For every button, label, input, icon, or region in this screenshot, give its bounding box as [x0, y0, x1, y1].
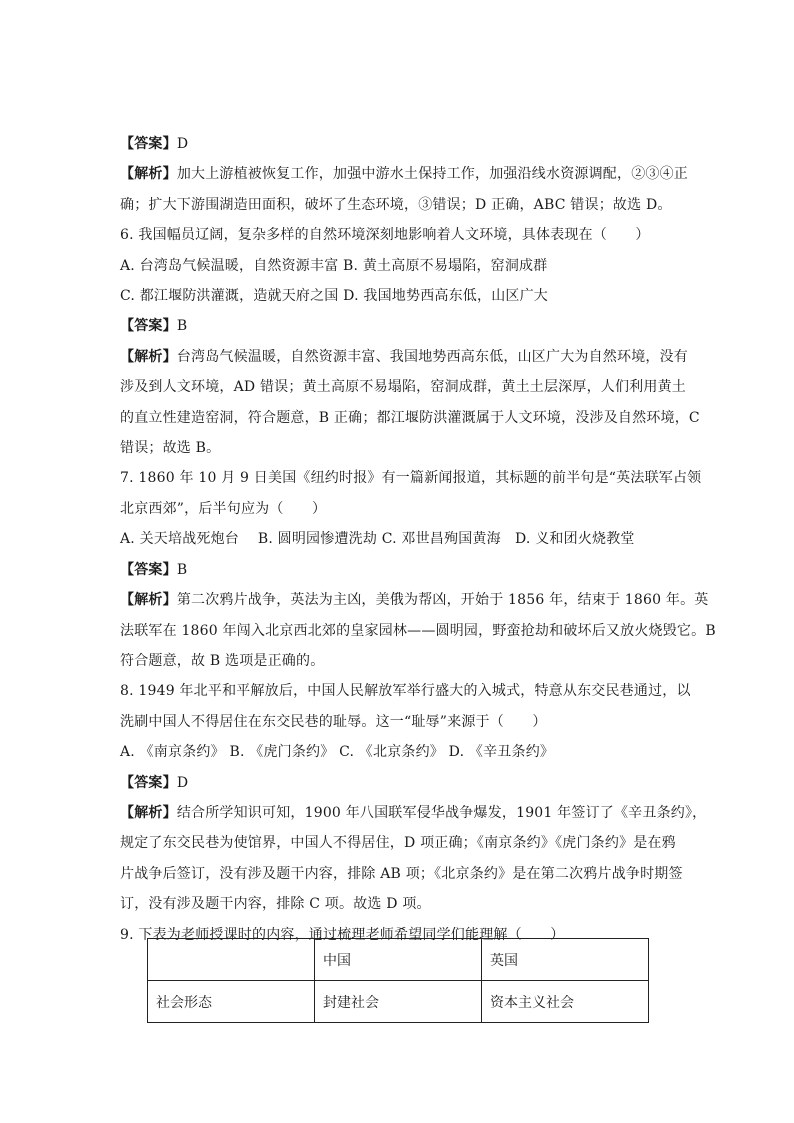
line-text: 法联军在 1860 年闯入北京西北郊的皇家园林——圆明园，野蛮抢劫和破坏后又放火烧毁它。B	[120, 622, 716, 639]
text-line	[120, 494, 680, 524]
line-text: 第二次鸦片战争，英法为主凶，美俄为帮凶，开始于 1856 年，结束于 1860 年。英	[176, 592, 709, 609]
text-line	[120, 433, 680, 463]
line-text: B	[176, 561, 188, 578]
line-text: 7. 1860 年 10 月 9 日美国《纽约时报》有一篇新闻报道，其标题的前半句是“英法联军占领	[120, 470, 702, 487]
analysis-tag: 【解析】	[120, 592, 177, 609]
answer-tag: 【答案】	[120, 136, 177, 152]
analysis-tag: 【解析】	[120, 804, 177, 821]
text-line	[120, 707, 680, 737]
table-row	[148, 939, 649, 981]
line-text: A. 关天培战死炮台 B. 圆明园惨遭洗劫 C. 邓世昌殉国黄海 D. 义和团火烧教堂	[120, 531, 635, 548]
answer-tag: 【答案】	[120, 561, 177, 578]
text-line	[120, 616, 716, 646]
line-text: 的直立性建造窑洞，符合题意，B 正确；都江堰防洪灌溉属于人文环境，没涉及自然环境，C	[120, 409, 700, 426]
line-text: 订，没有涉及题干内容，排除 C 项。故选 D 项。	[120, 896, 431, 913]
answer-tag: 【答案】	[120, 774, 177, 791]
text-line	[120, 828, 680, 858]
line-text: B	[176, 318, 188, 335]
answer-tag: 【答案】	[120, 318, 177, 335]
line-text: D	[176, 774, 189, 791]
text-line	[120, 281, 680, 311]
table-cell	[148, 939, 315, 981]
table-cell: 英国	[482, 939, 649, 981]
line-text: 结合所学知识可知，1900 年八国联军侵华战争爆发，1901 年签订了《辛丑条约》，	[176, 804, 707, 821]
line-text: 8. 1949 年北平和平解放后，中国人民解放军举行盛大的入城式，特意从东交民巷通过，以	[120, 683, 691, 700]
line-text: A. 《南京条约》 B. 《虎门条约》 C. 《北京条约》 D. 《辛丑条约》	[120, 744, 555, 761]
line-text: A. 台湾岛气候温暖，自然资源丰富 B. 黄土高原不易塌陷，窑洞成群	[120, 257, 548, 274]
text-line	[120, 889, 680, 919]
line-text: 符合题意，故 B 选项是正确的。	[120, 652, 325, 669]
text-line	[120, 676, 691, 706]
line-text: 确；扩大下游围湖造田面积，破坏了生态环境，③错误；D 正确，ABC 错误；故选 D。	[120, 196, 672, 213]
line-text: 规定了东交民巷为使馆界，中国人不得居住，D 项正确；《南京条约》《虎门条约》是在鸦	[120, 835, 676, 852]
text-line	[120, 859, 683, 889]
line-text: 台湾岛气候温暖，自然资源丰富、我国地势西高东低，山区广大为自然环境，没有	[176, 348, 689, 365]
text-line	[120, 251, 680, 281]
table-cell: 中国	[315, 939, 482, 981]
line-text: 涉及到人文环境，AD 错误；黄土高原不易塌陷，窑洞成群，黄土土层深厚，人们利用黄土	[120, 379, 686, 396]
comparison-table	[147, 938, 649, 1023]
analysis-line	[120, 585, 709, 615]
analysis-tag: 【解析】	[120, 348, 177, 365]
document-body	[120, 129, 716, 950]
line-text: 洗刷中国人不得居住在东交民巷的耻辱。这一“耻辱”来源于（ ）	[120, 713, 547, 730]
answer-line	[120, 555, 680, 585]
line-text: 错误；故选 B。	[120, 440, 221, 457]
line-text: 片战争后签订，没有涉及题干内容，排除 AB 项；《北京条约》是在第二次鸦片战争时期签	[120, 865, 683, 882]
text-line	[120, 372, 686, 402]
text-line	[120, 737, 680, 767]
line-text: 6. 我国幅员辽阔，复杂多样的自然环境深刻地影响着人文环境，具体表现在（ ）	[120, 227, 650, 244]
answer-line	[120, 768, 680, 798]
line-text: 北京西郊”，后半句应为（ ）	[120, 500, 327, 517]
line-text: 9. 下表为老师授课时的内容，通过梳理老师希望同学们能理解（ ）	[120, 926, 565, 943]
text-line	[120, 190, 680, 220]
line-text: C. 都江堰防洪灌溉，造就天府之国 D. 我国地势西高东低，山区广大	[120, 288, 548, 305]
table-row	[148, 981, 649, 1023]
line-text: D	[176, 136, 189, 152]
answer-line	[120, 311, 680, 341]
text-line	[120, 220, 680, 250]
table-cell: 资本主义社会	[482, 981, 649, 1023]
table-cell: 社会形态	[148, 981, 315, 1023]
analysis-line	[120, 798, 707, 828]
table-cell: 封建社会	[315, 981, 482, 1023]
text-line	[120, 463, 702, 493]
text-line	[120, 646, 680, 676]
analysis-line	[120, 342, 689, 372]
text-line	[120, 524, 680, 554]
text-line	[120, 403, 700, 433]
analysis-tag: 【解析】	[120, 166, 177, 183]
answer-line	[120, 129, 680, 159]
analysis-line	[120, 159, 689, 189]
line-text: 加大上游植被恢复工作，加强中游水土保持工作，加强沿线水资源调配，②③④正	[176, 166, 689, 183]
